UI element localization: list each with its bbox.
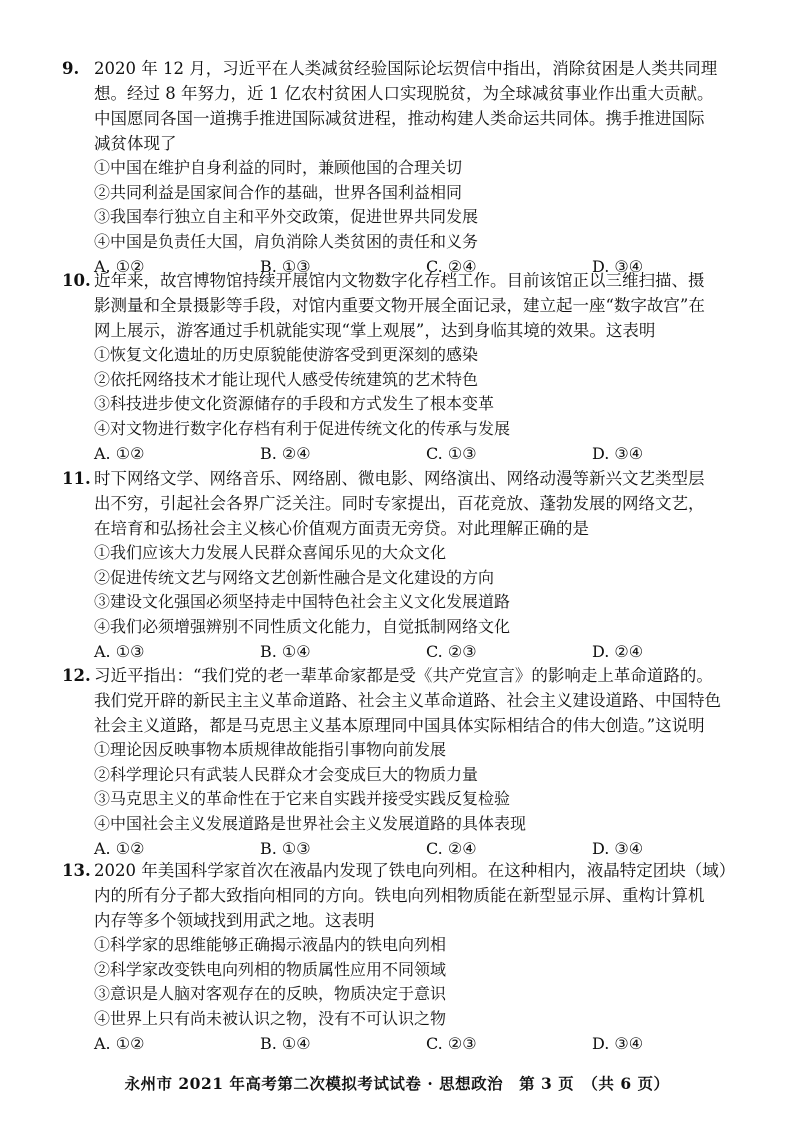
option-a: A. ①②: [94, 1034, 145, 1053]
statement-2: ②依托网络技术才能让现代人感受传统建筑的艺术特色: [94, 369, 479, 389]
question-number: 13.: [62, 861, 91, 880]
stem-text: 减贫体现了: [94, 134, 177, 153]
stem-text: 影测量和全景摄影等手段，对馆内重要文物开展全面记录，建立起一座“数字故宫”在: [94, 296, 705, 315]
question-10: [62, 268, 742, 467]
statement-1: ①中国在维护自身利益的同时，兼顾他国的合理关切: [94, 158, 463, 177]
stem-text: 2020 年 12 月，习近平在人类减贫经验国际论坛贺信中指出，消除贫困是人类共同理: [94, 59, 718, 78]
statement-3: ③建设文化强国必须坚持走中国特色社会主义文化发展道路: [94, 592, 511, 611]
statement-4: ④我们必须增强辨别不同性质文化能力，自觉抵制网络文化: [94, 616, 511, 636]
question-number: 9.: [62, 59, 80, 78]
option-b: B. ①③: [260, 839, 311, 858]
statement-3: ③我国奉行独立自主和平外交政策，促进世界共同发展: [94, 207, 479, 226]
option-c: C. ②③: [426, 642, 477, 661]
stem-text: 出不穷，引起社会各界广泛关注。同时专家提出，百花竞放、蓬勃发展的网络文艺，: [94, 494, 705, 513]
option-c: C. ②④: [426, 257, 477, 276]
stem-text: 在培育和弘扬社会主义核心价值观方面责无旁贷。对此理解正确的是: [94, 519, 589, 538]
answer-options: [94, 441, 742, 467]
option-c: C. ②④: [426, 839, 477, 858]
question-stem-line: [62, 663, 742, 688]
option-b: B. ①④: [260, 1034, 311, 1053]
stem-text: 中国愿同各国一道携手推进国际减贫进程，推动构建人类命运共同体。携手推进国际: [94, 109, 705, 128]
stem-text: 内存等多个领域找到用武之地。这表明: [94, 911, 375, 930]
stem-text: 网上展示，游客通过手机就能实现“掌上观展”，达到身临其境的效果。这表明: [94, 321, 656, 340]
question-stem-line: [62, 268, 742, 293]
question-number: 12.: [62, 666, 91, 685]
option-d: D. ③④: [592, 257, 644, 276]
stem-text: 内的所有分子都大致指向相同的方向。铁电向列相物质能在新型显示屏、重构计算机: [94, 886, 705, 905]
question-stem-line: [62, 56, 742, 81]
question-stem-line: [62, 466, 742, 491]
option-a: A. ①③: [94, 642, 145, 661]
option-b: B. ②④: [260, 444, 311, 463]
stem-text: 想。经过 8 年努力，近 1 亿农村贫困人口实现脱贫，为全球减贫事业作出重大贡献。: [94, 84, 714, 103]
stem-text: 我们党开辟的新民主主义革命道路、社会主义革命道路、社会主义建设道路、中国特色: [94, 691, 721, 710]
stem-text: 2020 年美国科学家首次在液晶内发现了铁电向列相。在这种相内，液晶特定团块（域）: [94, 861, 736, 880]
stem-text: 近年来，故宫博物馆持续开展馆内文物数字化存档工作。目前该馆正以三维扫描、摄: [94, 271, 705, 290]
stem-text: 社会主义道路，都是马克思主义基本原理同中国具体实际相结合的伟大创造。”这说明: [94, 716, 705, 735]
statement-1: ①恢复文化遗址的历史原貌能使游客受到更深刻的感染: [94, 345, 479, 364]
stem-text: 习近平指出：“我们党的老一辈革命家都是受《共产党宣言》的影响走上革命道路的。: [94, 666, 713, 685]
answer-options: [94, 1031, 742, 1057]
option-a: A. ①②: [94, 444, 145, 463]
question-11: [62, 466, 742, 665]
option-b: B. ①④: [260, 642, 311, 661]
question-9: [62, 56, 742, 280]
option-d: D. ②④: [592, 642, 644, 661]
answer-options: [94, 639, 742, 665]
statement-3: ③科技进步使文化资源储存的手段和方式发生了根本变革: [94, 394, 495, 413]
option-c: C. ①③: [426, 444, 477, 463]
page-footer: 永州市 2021 年高考第二次模拟考试试卷 · 思想政治 第 3 页 （共 6 页）: [124, 1074, 670, 1093]
option-a: A. ①②: [94, 839, 145, 858]
option-c: C. ②③: [426, 1034, 477, 1053]
option-d: D. ③④: [592, 444, 644, 463]
statement-2: ②科学家改变铁电向列相的物质属性应用不同领域: [94, 959, 447, 979]
option-b: B. ①③: [260, 257, 311, 276]
statement-3: ③马克思主义的革命性在于它来自实践并接受实践反复检验: [94, 789, 511, 808]
statement-1: ①科学家的思维能够正确揭示液晶内的铁电向列相: [94, 935, 447, 954]
statement-4: ④中国是负责任大国，肩负消除人类贫困的责任和义务: [94, 231, 479, 251]
statement-4: ④世界上只有尚未被认识之物，没有不可认识之物: [94, 1008, 447, 1028]
question-13: [62, 858, 742, 1057]
statement-2: ②科学理论只有武装人民群众才会变成巨大的物质力量: [94, 764, 479, 784]
question-number: 10.: [62, 271, 91, 290]
statement-1: ①我们应该大力发展人民群众喜闻乐见的大众文化: [94, 543, 447, 562]
statement-2: ②共同利益是国家间合作的基础，世界各国利益相同: [94, 182, 463, 202]
option-a: A. ①②: [94, 257, 145, 276]
statement-4: ④对文物进行数字化存档有利于促进传统文化的传承与发展: [94, 418, 511, 438]
stem-text: 时下网络文学、网络音乐、网络剧、微电影、网络演出、网络动漫等新兴文艺类型层: [94, 469, 705, 488]
option-d: D. ③④: [592, 1034, 644, 1053]
statement-3: ③意识是人脑对客观存在的反映，物质决定于意识: [94, 984, 447, 1003]
statement-1: ①理论因反映事物本质规律故能指引事物向前发展: [94, 740, 447, 759]
statement-4: ④中国社会主义发展道路是世界社会主义发展道路的具体表现: [94, 813, 527, 833]
question-12: [62, 663, 742, 862]
statement-2: ②促进传统文艺与网络文艺创新性融合是文化建设的方向: [94, 567, 495, 587]
question-number: 11.: [62, 469, 91, 488]
option-d: D. ③④: [592, 839, 644, 858]
question-stem-line: [62, 858, 742, 883]
